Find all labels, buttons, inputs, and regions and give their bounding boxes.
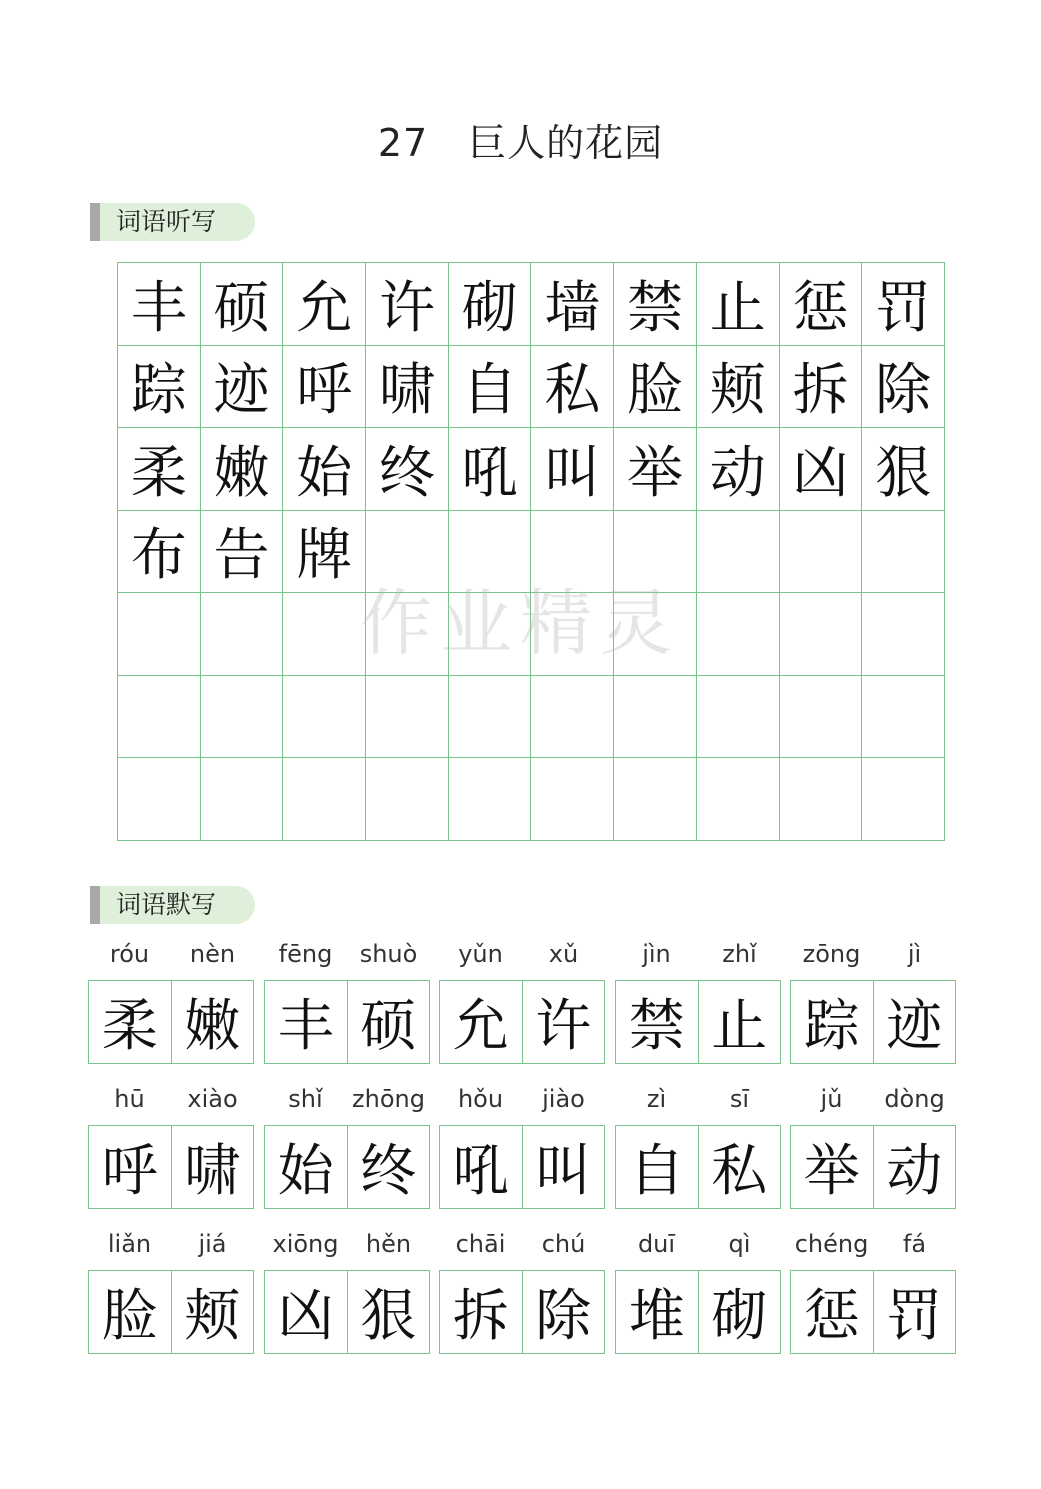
grid-character: 吼 [449, 428, 532, 511]
grid-character: 叫 [531, 428, 614, 511]
word-pair [615, 1230, 781, 1350]
grid-character: 啸 [366, 346, 449, 429]
watermark: 作业精灵 [360, 581, 681, 665]
grid-character: 牌 [283, 511, 366, 594]
grid-cell-empty [201, 676, 284, 759]
character-box [88, 1270, 254, 1354]
grid-cell-empty [862, 511, 945, 594]
grid-character: 丰 [118, 263, 201, 346]
character-cell: 啸 [171, 1126, 254, 1208]
grid-character: 止 [697, 263, 780, 346]
pinyin-label: qì [728, 1230, 751, 1258]
character-cell: 动 [873, 1126, 956, 1208]
pinyin-label: jì [907, 940, 922, 968]
grid-cell-empty [531, 676, 614, 759]
word-pair [439, 940, 605, 1060]
grid-character: 私 [531, 346, 614, 429]
grid-cell-empty [780, 511, 863, 594]
grid-cell-empty [531, 593, 614, 676]
pinyin-label: duī [637, 1230, 676, 1258]
grid-cell-empty [201, 593, 284, 676]
grid-cell-empty [697, 511, 780, 594]
grid-cell-empty [201, 758, 284, 841]
grid-character: 举 [614, 428, 697, 511]
grid-character: 脸 [614, 346, 697, 429]
pinyin-label: fá [902, 1230, 927, 1258]
character-cell: 柔 [101, 994, 158, 1059]
pinyin-label: fēng [278, 940, 333, 968]
grid-character: 狠 [862, 428, 945, 511]
character-cell: 呼 [101, 1139, 158, 1204]
pinyin-label: xǔ [548, 940, 579, 968]
grid-character: 告 [201, 511, 284, 594]
character-cell: 止 [698, 981, 781, 1063]
grid-character: 墙 [531, 263, 614, 346]
grid-character: 始 [283, 428, 366, 511]
pinyin-label: jǔ [820, 1085, 843, 1113]
section-label-write: 词语默写 [90, 886, 255, 924]
character-box [615, 980, 781, 1064]
character-cell: 惩 [803, 1284, 860, 1349]
character-cell: 举 [803, 1139, 860, 1204]
pinyin-label: xiào [187, 1085, 238, 1113]
pinyin-label: hěn [365, 1230, 412, 1258]
character-cell: 私 [698, 1126, 781, 1208]
grid-cell-empty [697, 758, 780, 841]
grid-cell-empty [614, 676, 697, 759]
character-box [790, 1270, 956, 1354]
grid-character: 硕 [201, 263, 284, 346]
grid-character: 拆 [780, 346, 863, 429]
character-cell: 终 [347, 1126, 430, 1208]
pinyin-label: hū [114, 1085, 145, 1113]
grid-character: 允 [283, 263, 366, 346]
grid-character: 自 [449, 346, 532, 429]
grid-character: 惩 [780, 263, 863, 346]
word-pair [264, 940, 430, 1060]
grid-character: 颊 [697, 346, 780, 429]
character-cell: 始 [277, 1139, 334, 1204]
dictation-row [88, 940, 958, 1060]
character-cell: 拆 [452, 1284, 509, 1349]
character-cell: 嫩 [171, 981, 254, 1063]
grid-cell-empty [862, 593, 945, 676]
grid-cell-empty [780, 676, 863, 759]
pinyin-label: róu [109, 940, 150, 968]
character-box [264, 980, 430, 1064]
grid-character: 柔 [118, 428, 201, 511]
word-pair [88, 1230, 254, 1350]
pinyin-label: chú [541, 1230, 586, 1258]
word-pair [439, 1230, 605, 1350]
grid-cell-empty [449, 593, 532, 676]
word-pair [88, 940, 254, 1060]
grid-character: 呼 [283, 346, 366, 429]
pinyin-label: nèn [189, 940, 236, 968]
character-cell: 凶 [277, 1284, 334, 1349]
pinyin-label: chéng [794, 1230, 869, 1258]
word-pair [439, 1085, 605, 1205]
dictation-row [88, 1085, 958, 1205]
grid-cell-empty [366, 593, 449, 676]
pinyin-label: jìn [642, 940, 671, 968]
word-pair [615, 940, 781, 1060]
word-pair [88, 1085, 254, 1205]
character-box [439, 1125, 605, 1209]
pinyin-label: zhōng [352, 1085, 425, 1113]
character-cell: 迹 [873, 981, 956, 1063]
lesson-title: 巨人的花园 [468, 121, 664, 165]
character-box [88, 1125, 254, 1209]
pinyin-label: sī [729, 1085, 750, 1113]
word-pair [264, 1085, 430, 1205]
pinyin-label: liǎn [107, 1230, 152, 1258]
grid-cell-empty [283, 758, 366, 841]
word-pair [790, 1085, 956, 1205]
grid-cell-empty [118, 676, 201, 759]
grid-character: 砌 [449, 263, 532, 346]
grid-character: 罚 [862, 263, 945, 346]
grid-character: 凶 [780, 428, 863, 511]
character-cell: 硕 [347, 981, 430, 1063]
grid-cell-empty [283, 676, 366, 759]
page-title [0, 112, 1041, 167]
character-cell: 脸 [101, 1284, 158, 1349]
grid-character: 动 [697, 428, 780, 511]
pinyin-label: hǒu [457, 1085, 504, 1113]
character-box [439, 1270, 605, 1354]
character-box [88, 980, 254, 1064]
character-cell: 颊 [171, 1271, 254, 1353]
grid-cell-empty [780, 593, 863, 676]
lesson-number: 27 [377, 121, 429, 165]
character-cell: 禁 [628, 994, 685, 1059]
grid-cell-empty [862, 758, 945, 841]
grid-cell-empty [697, 676, 780, 759]
grid-cell-empty [697, 593, 780, 676]
dictation-row [88, 1230, 958, 1350]
grid-character: 迹 [201, 346, 284, 429]
grid-cell-empty [614, 593, 697, 676]
word-pair [615, 1085, 781, 1205]
character-cell: 堆 [628, 1284, 685, 1349]
character-box [790, 1125, 956, 1209]
character-cell: 狠 [347, 1271, 430, 1353]
pinyin-label: yǔn [458, 940, 503, 968]
grid-cell-empty [283, 593, 366, 676]
character-box [790, 980, 956, 1064]
grid-character: 踪 [118, 346, 201, 429]
pinyin-label: zhǐ [722, 940, 757, 968]
grid-cell-empty [118, 758, 201, 841]
character-cell: 踪 [803, 994, 860, 1059]
character-box [264, 1125, 430, 1209]
grid-character: 嫩 [201, 428, 284, 511]
character-cell: 自 [628, 1139, 685, 1204]
writing-grid [117, 262, 945, 841]
pinyin-label: shǐ [288, 1085, 323, 1113]
character-cell: 叫 [522, 1126, 605, 1208]
character-cell: 除 [522, 1271, 605, 1353]
character-box [264, 1270, 430, 1354]
character-cell: 罚 [873, 1271, 956, 1353]
section-label-listen: 词语听写 [90, 203, 255, 241]
character-cell: 丰 [277, 994, 334, 1059]
character-cell: 允 [452, 994, 509, 1059]
grid-character: 禁 [614, 263, 697, 346]
pinyin-label: zì [646, 1085, 667, 1113]
grid-character: 终 [366, 428, 449, 511]
character-box [615, 1270, 781, 1354]
pinyin-label: chāi [455, 1230, 506, 1258]
grid-character: 除 [862, 346, 945, 429]
grid-cell-empty [531, 511, 614, 594]
grid-character: 布 [118, 511, 201, 594]
grid-cell-empty [862, 676, 945, 759]
grid-cell-empty [614, 758, 697, 841]
character-cell: 砌 [698, 1271, 781, 1353]
grid-character: 许 [366, 263, 449, 346]
pinyin-label: jiào [542, 1085, 585, 1113]
word-pair [790, 940, 956, 1060]
grid-cell-empty [366, 676, 449, 759]
character-cell: 吼 [452, 1139, 509, 1204]
pinyin-label: shuò [359, 940, 418, 968]
grid-cell-empty [449, 676, 532, 759]
pinyin-label: jiá [198, 1230, 227, 1258]
grid-cell-empty [449, 511, 532, 594]
pinyin-label: zōng [802, 940, 861, 968]
word-pair [790, 1230, 956, 1350]
grid-cell-empty [366, 511, 449, 594]
grid-cell-empty [780, 758, 863, 841]
character-cell: 许 [522, 981, 605, 1063]
word-pair [264, 1230, 430, 1350]
character-box [615, 1125, 781, 1209]
pinyin-label: dòng [884, 1085, 945, 1113]
grid-cell-empty [614, 511, 697, 594]
grid-cell-empty [531, 758, 614, 841]
pinyin-label: xiōng [272, 1230, 339, 1258]
character-box [439, 980, 605, 1064]
grid-cell-empty [366, 758, 449, 841]
grid-cell-empty [449, 758, 532, 841]
grid-cell-empty [118, 593, 201, 676]
